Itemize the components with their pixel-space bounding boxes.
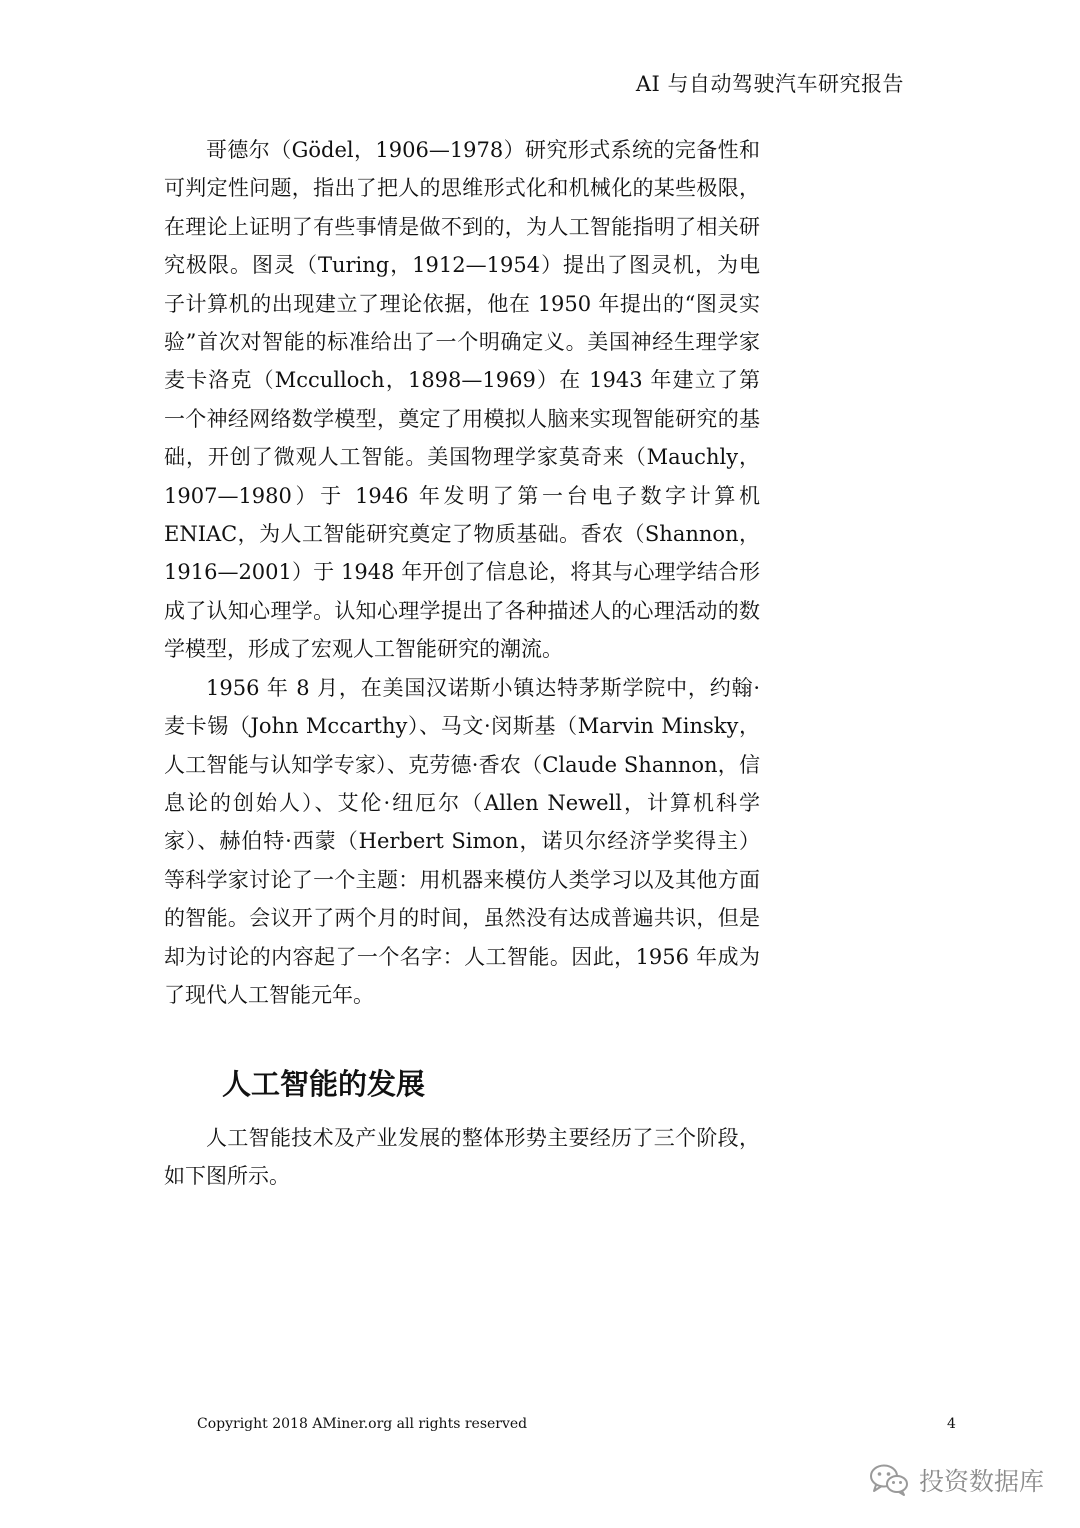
paragraph-development-stages: 人工智能技术及产业发展的整体形势主要经历了三个阶段，如下图所示。 (164, 1126, 760, 1189)
watermark-text: 投资数据库 (918, 1467, 1044, 1496)
history-text-block (164, 131, 760, 1014)
section-heading: 人工智能的发展 (222, 1067, 426, 1101)
development-text-block (164, 1119, 760, 1196)
wechat-icon (869, 1463, 909, 1497)
watermark (869, 1462, 1044, 1498)
page-number: 4 (947, 1416, 956, 1432)
paragraph-dartmouth-conference: 1956 年 8 月，在美国汉诺斯小镇达特茅斯学院中，约翰·麦卡锡（John Mccarthy）、马文·闵斯基（Marvin Minsky，人工智能与认知学专家）、克劳德·香农（Claude Shannon，信息论的创始人）、艾伦·纽厄尔（Allen Newell，计算机科学家）、赫伯特·西蒙（Herbert Simon，诺贝尔经济学奖得主）等科学家讨论了一个主题：用机器来模仿人类学习以及其他方面的智能。会议开了两个月的时间，虽然没有达成普遍共识，但是却为讨论的内容起了一个名字：人工智能。因此，1956 年成为了现代人工智能元年。 (164, 675, 760, 1007)
paragraph-history-pioneers: 哥德尔（Gödel，1906—1978）研究形式系统的完备性和可判定性问题，指出了把人的思维形式化和机械化的某些极限，在理论上证明了有些事情是做不到的，为人工智能指明了相关研究极限。图灵（Turing，1912—1954）提出了图灵机，为电子计算机的出现建立了理论依据，他在 1950 年提出的“图灵实验”首次对智能的标准给出了一个明确定义。美国神经生理学家麦卡洛克（Mcculloch，1898—1969）在 1943 年建立了第一个神经网络数学模型，奠定了用模拟人脑来实现智能研究的基础，开创了微观人工智能。美国物理学家莫奇来（Mauchly，1907—1980）于 1946 年发明了第一台电子数字计算机 ENIAC，为人工智能研究奠定了物质基础。香农（Shannon，1916—2001）于 1948 年开创了信息论，将其与心理学结合形成了认知心理学。认知心理学提出了各种描述人的心理活动的数学模型，形成了宏观人工智能研究的潮流。 (164, 138, 760, 662)
footer-copyright: Copyright 2018 AMiner.org all rights reserved (197, 1416, 528, 1432)
page-header-title: AI 与自动驾驶汽车研究报告 (635, 72, 904, 96)
